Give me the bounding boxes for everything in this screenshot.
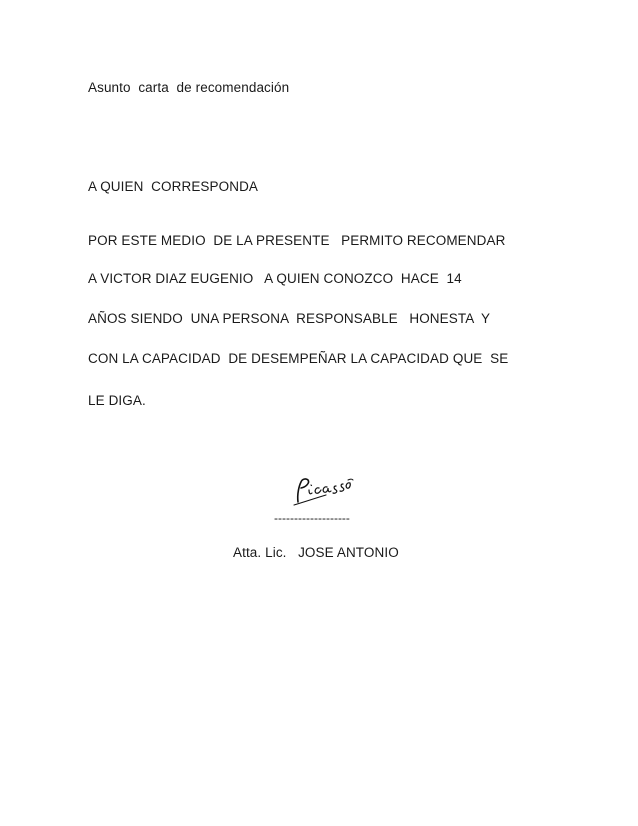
greeting-line: A QUIEN CORRESPONDA [88,179,259,194]
body-line-2: A VICTOR DIAZ EUGENIO A QUIEN CONOZCO HACE 14 [88,271,462,286]
closing-signoff: Atta. Lic. JOSE ANTONIO [233,545,399,560]
body-line-4: CON LA CAPACIDAD DE DESEMPEÑAR LA CAPACIDAD QUE SE [88,351,509,366]
body-line-5: LE DIGA. [88,393,146,408]
signature-line: ------------------- [274,511,350,525]
body-line-1: POR ESTE MEDIO DE LA PRESENTE PERMITO RECOMENDAR [88,233,506,248]
handwritten-signature [292,474,354,508]
body-line-3: AÑOS SIENDO UNA PERSONA RESPONSABLE HONESTA Y [88,311,491,326]
subject-line: Asunto carta de recomendación [88,80,290,95]
